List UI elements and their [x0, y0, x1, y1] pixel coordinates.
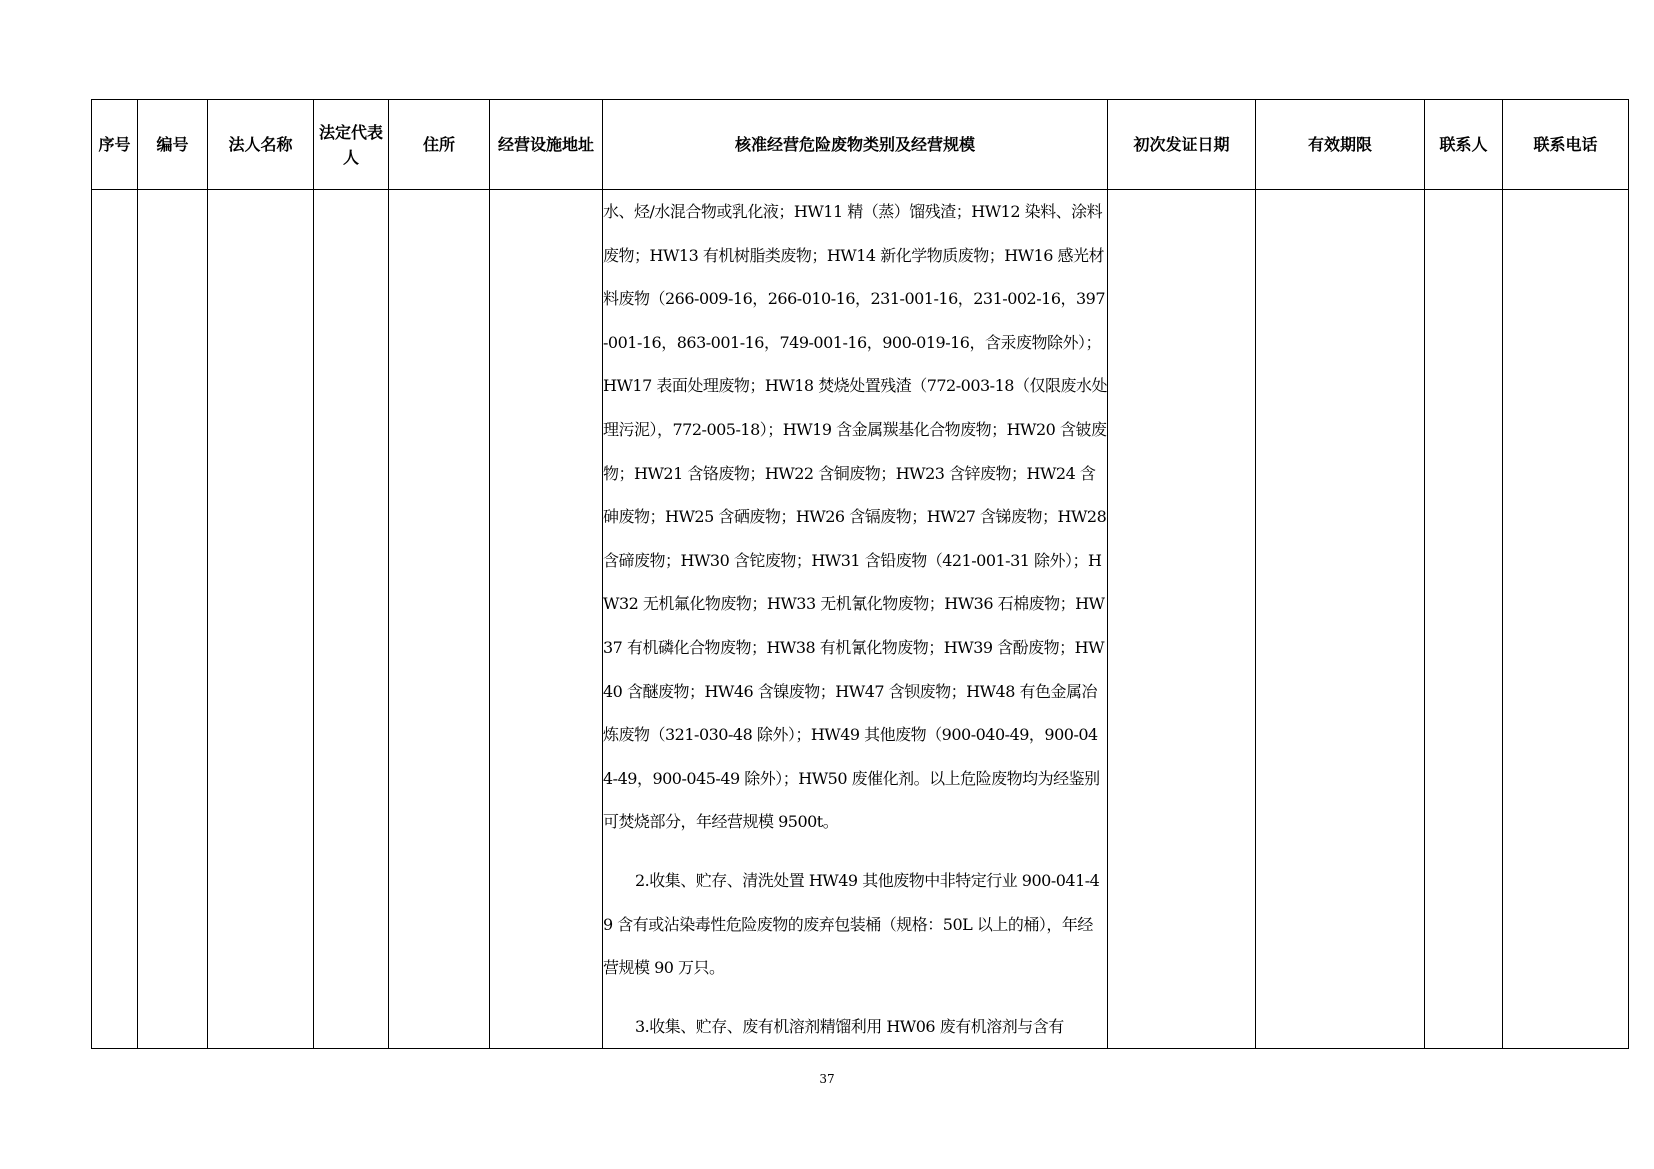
header-contact-person: 联系人: [1425, 100, 1503, 190]
header-legal-name: 法人名称: [208, 100, 314, 190]
cell-facility-address: [490, 190, 603, 1049]
cell-contact-person: [1425, 190, 1503, 1049]
cell-contact-phone: [1503, 190, 1629, 1049]
scope-paragraph-waste-categories: 水、烃/水混合物或乳化液；HW11 精（蒸）馏残渣；HW12 染料、涂料废物；HW13 有机树脂类废物；HW14 新化学物质废物；HW16 感光材料废物（266-009-16，266-010-16，231-001-16，231-002-16，397-001-16，863-001-16，749-001-16，900-019-16，含汞废物除外）；HW17 表面处理废物；HW18 焚烧处置残渣（772-003-18（仅限废水处理污泥），772-005-18）；HW19 含金属羰基化合物废物；HW20 含铍废物；HW21 含铬废物；HW22 含铜废物；HW23 含锌废物；HW24 含砷废物；HW25 含硒废物；HW26 含镉废物；HW27 含锑废物；HW28 含碲废物；HW30 含铊废物；HW31 含铅废物（421-001-31 除外）；HW32 无机氟化物废物；HW33 无机氰化物废物；HW36 石棉废物；HW37 有机磷化合物废物；HW38 有机氰化物废物；HW39 含酚废物；HW40 含醚废物；HW46 含镍废物；HW47 含钡废物；HW48 有色金属冶炼废物（321-030-48 除外）；HW49 其他废物（900-040-49，900-044-49，900-045-49 除外）；HW50 废催化剂。以上危险废物均为经鉴别可焚烧部分，年经营规模 9500t。: [603, 202, 1107, 832]
header-residence: 住所: [389, 100, 490, 190]
header-contact-phone: 联系电话: [1503, 100, 1629, 190]
cell-legal-representative: [314, 190, 389, 1049]
page-number: 37: [819, 1072, 835, 1086]
licence-table-container: [91, 99, 1628, 1045]
header-first-issue-date: 初次发证日期: [1108, 100, 1256, 190]
header-row: [92, 100, 1629, 190]
scope-paragraph-solvent-distillation: 3.收集、贮存、废有机溶剂精馏利用 HW06 废有机溶剂与含有: [635, 1016, 1064, 1036]
header-number: 编号: [138, 100, 208, 190]
cell-licensed-scope: [603, 190, 1108, 1049]
header-seq: 序号: [92, 100, 138, 190]
cell-residence: [389, 190, 490, 1049]
header-facility-address: 经营设施地址: [490, 100, 603, 190]
cell-seq: [92, 190, 138, 1049]
licence-table: [91, 99, 1629, 1049]
scope-paragraph-packaging-drums: 2.收集、贮存、清洗处置 HW49 其他废物中非特定行业 900-041-49 含有或沾染毒性危险废物的废弃包装桶（规格：50L 以上的桶），年经营规模 90 万只。: [603, 870, 1100, 978]
header-legal-representative: 法定代表人: [314, 100, 389, 190]
header-licensed-scope: 核准经营危险废物类别及经营规模: [603, 100, 1108, 190]
cell-first-issue-date: [1108, 190, 1256, 1049]
table-row: [92, 190, 1629, 1049]
header-validity-period: 有效期限: [1256, 100, 1425, 190]
cell-validity-period: [1256, 190, 1425, 1049]
cell-number: [138, 190, 208, 1049]
cell-legal-name: [208, 190, 314, 1049]
